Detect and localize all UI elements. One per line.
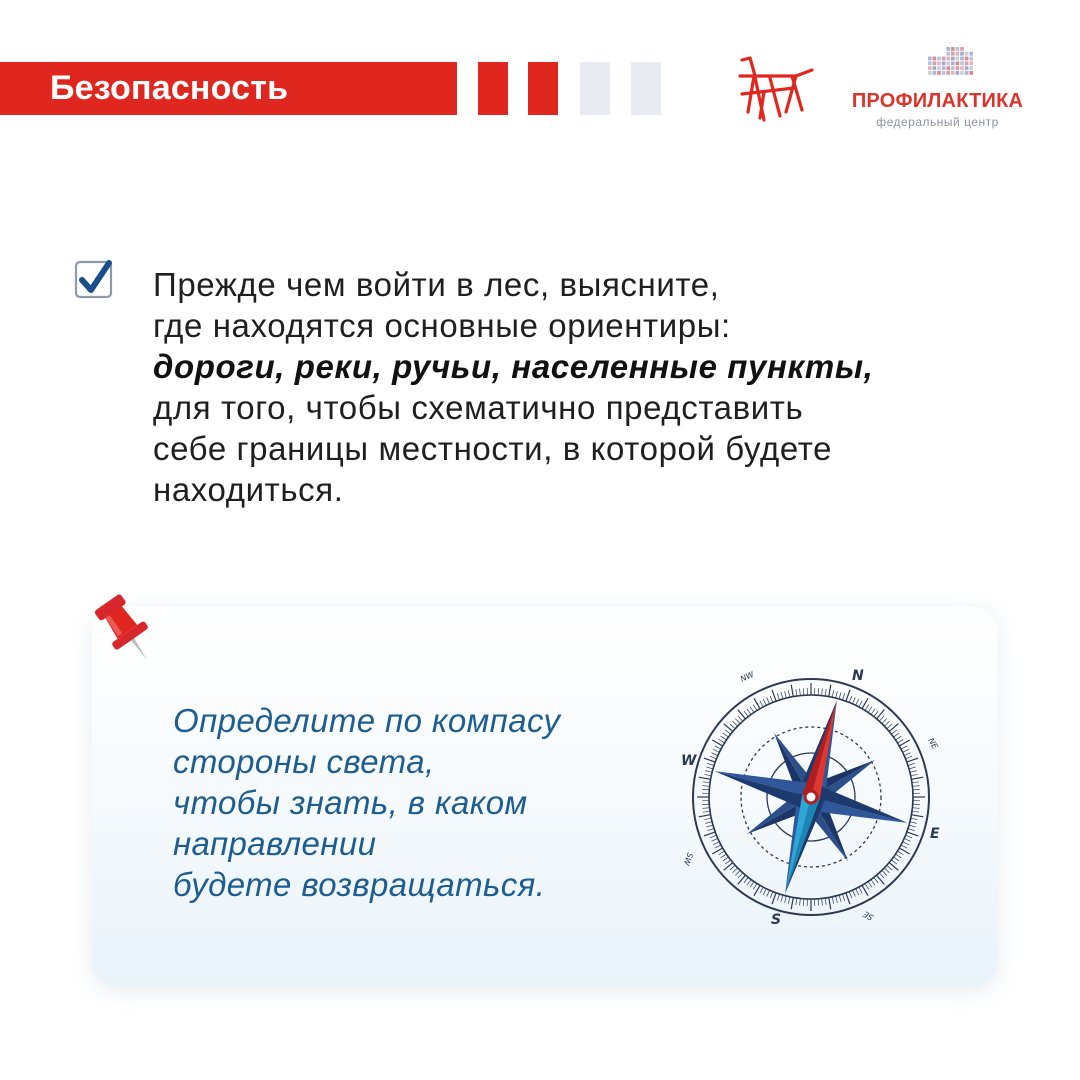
header-stripe <box>478 62 508 115</box>
paragraph-line: находиться. <box>153 471 344 508</box>
checkbox-checked-icon <box>74 259 114 299</box>
compass-sw-label: SW <box>681 851 695 867</box>
header-stripe <box>580 62 610 115</box>
compass-n-label: N <box>852 668 864 684</box>
brand-subtitle: федеральный центр <box>876 115 999 129</box>
compass-rose-icon <box>676 662 946 932</box>
paragraph-line: себе границы местности, в которой будете <box>153 430 833 467</box>
card-text-line: Определите по компасу <box>173 702 561 739</box>
compass-se-label: SE <box>861 909 875 923</box>
paragraph-line: где находятся основные ориентиры: <box>153 307 731 344</box>
compass-nw-label: NW <box>739 669 756 684</box>
main-paragraph <box>153 264 1033 510</box>
pixel-grid-icon <box>928 47 974 77</box>
chair-logo-icon <box>736 54 816 126</box>
header-stripe <box>631 62 661 115</box>
paragraph-line: Прежде чем войти в лес, выясните, <box>153 266 720 303</box>
compass-ne-label: NE <box>926 736 940 751</box>
card-text-line: направлении <box>173 825 377 862</box>
card-text-line: будете возвращаться. <box>173 866 546 903</box>
card-text <box>173 700 643 905</box>
compass-w-label: W <box>681 753 697 769</box>
page-title: Безопасность <box>50 69 289 107</box>
compass-e-label: E <box>930 826 940 842</box>
paragraph-line: для того, чтобы схематично представить <box>153 389 804 426</box>
pushpin-icon <box>88 585 160 669</box>
card-text-line: стороны света, <box>173 743 435 780</box>
brand-logo <box>850 44 1025 134</box>
card-text-line: чтобы знать, в каком <box>173 784 528 821</box>
paragraph-emphasis: дороги, реки, ручьи, населенные пункты, <box>153 348 874 385</box>
brand-name: ПРОФИЛАКТИКА <box>851 90 1024 112</box>
header-stripe <box>528 62 558 115</box>
compass-s-label: S <box>771 912 782 928</box>
